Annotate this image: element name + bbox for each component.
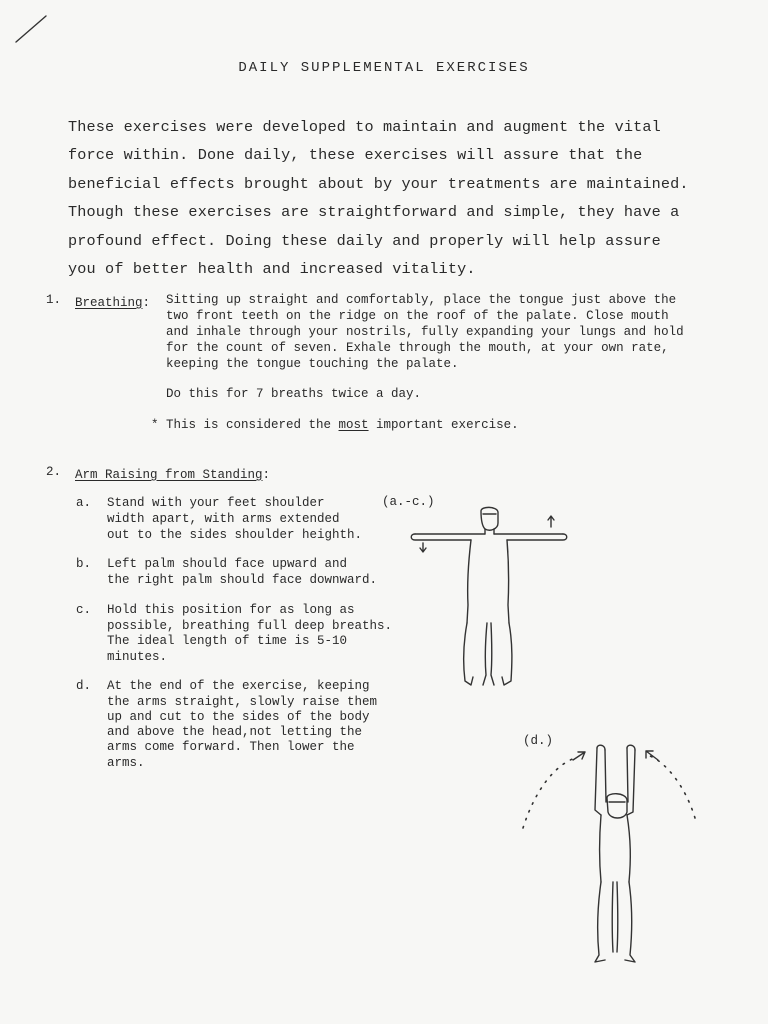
body-line: for the count of seven. Exhale through the mouth, at your own rate,: [166, 341, 669, 355]
section-heading-text: Arm Raising from Standing: [75, 468, 263, 482]
intro-line: force within. Done daily, these exercises will assure that the: [68, 146, 643, 164]
step-line: the arms straight, slowly raise them: [107, 695, 378, 709]
step-line: up and cut to the sides of the body: [107, 710, 370, 724]
standing-figure-arms-raised-icon: [515, 740, 705, 972]
heading-colon: :: [262, 468, 271, 482]
step-letter: d.: [76, 679, 92, 693]
step-letter: b.: [76, 557, 92, 571]
heading-colon: :: [142, 296, 151, 310]
figure-caption: (a.-c.): [382, 495, 435, 509]
pen-mark: [14, 14, 48, 44]
step-line: and above the head,not letting the: [107, 725, 363, 739]
step-line: Stand with your feet shoulder: [107, 496, 325, 510]
step-line: out to the sides shoulder heighth.: [107, 528, 363, 542]
step-line: possible, breathing full deep breaths.: [107, 619, 393, 633]
step-line: arms.: [107, 756, 145, 770]
intro-line: Though these exercises are straightforward and simple, they have a: [68, 203, 680, 221]
section-number: 2.: [46, 465, 62, 479]
body-line: Sitting up straight and comfortably, place the tongue just above the: [166, 293, 677, 307]
figure-caption: (d.): [523, 734, 554, 748]
body-line: and inhale through your nostrils, fully expanding your lungs and hold: [166, 325, 684, 339]
note-prefix: * This is considered the: [151, 418, 339, 432]
step-line: Left palm should face upward and: [107, 557, 348, 571]
section-number: 1.: [46, 293, 62, 307]
important-note: [151, 418, 519, 434]
step-letter: a.: [76, 496, 92, 510]
intro-line: beneficial effects brought about by your treatments are maintained.: [68, 175, 689, 193]
body-line: two front teeth on the ridge on the roof of the palate. Close mouth: [166, 309, 669, 323]
note-emphasis: most: [338, 418, 369, 432]
step-line: the right palm should face downward.: [107, 573, 378, 587]
step-line: Hold this position for as long as: [107, 603, 355, 617]
step-letter: c.: [76, 603, 92, 617]
note-suffix: important exercise.: [368, 418, 519, 432]
standing-figure-arms-extended-icon: [405, 505, 575, 690]
intro-line: These exercises were developed to maintain and augment the vital: [68, 118, 661, 136]
step-line: minutes.: [107, 650, 168, 664]
section-heading-text: Breathing: [75, 296, 143, 310]
step-line: arms come forward. Then lower the: [107, 740, 355, 754]
intro-line: you of better health and increased vitality.: [68, 260, 476, 278]
repeat-instruction: Do this for 7 breaths twice a day.: [166, 387, 422, 401]
step-line: At the end of the exercise, keeping: [107, 679, 370, 693]
page-title: DAILY SUPPLEMENTAL EXERCISES: [238, 60, 530, 76]
intro-line: profound effect. Doing these daily and properly will help assure: [68, 232, 661, 250]
step-line: width apart, with arms extended: [107, 512, 340, 526]
step-line: The ideal length of time is 5-10: [107, 634, 348, 648]
section-heading: [75, 465, 270, 483]
section-heading: [75, 293, 150, 311]
body-line: keeping the tongue touching the palate.: [166, 357, 459, 371]
